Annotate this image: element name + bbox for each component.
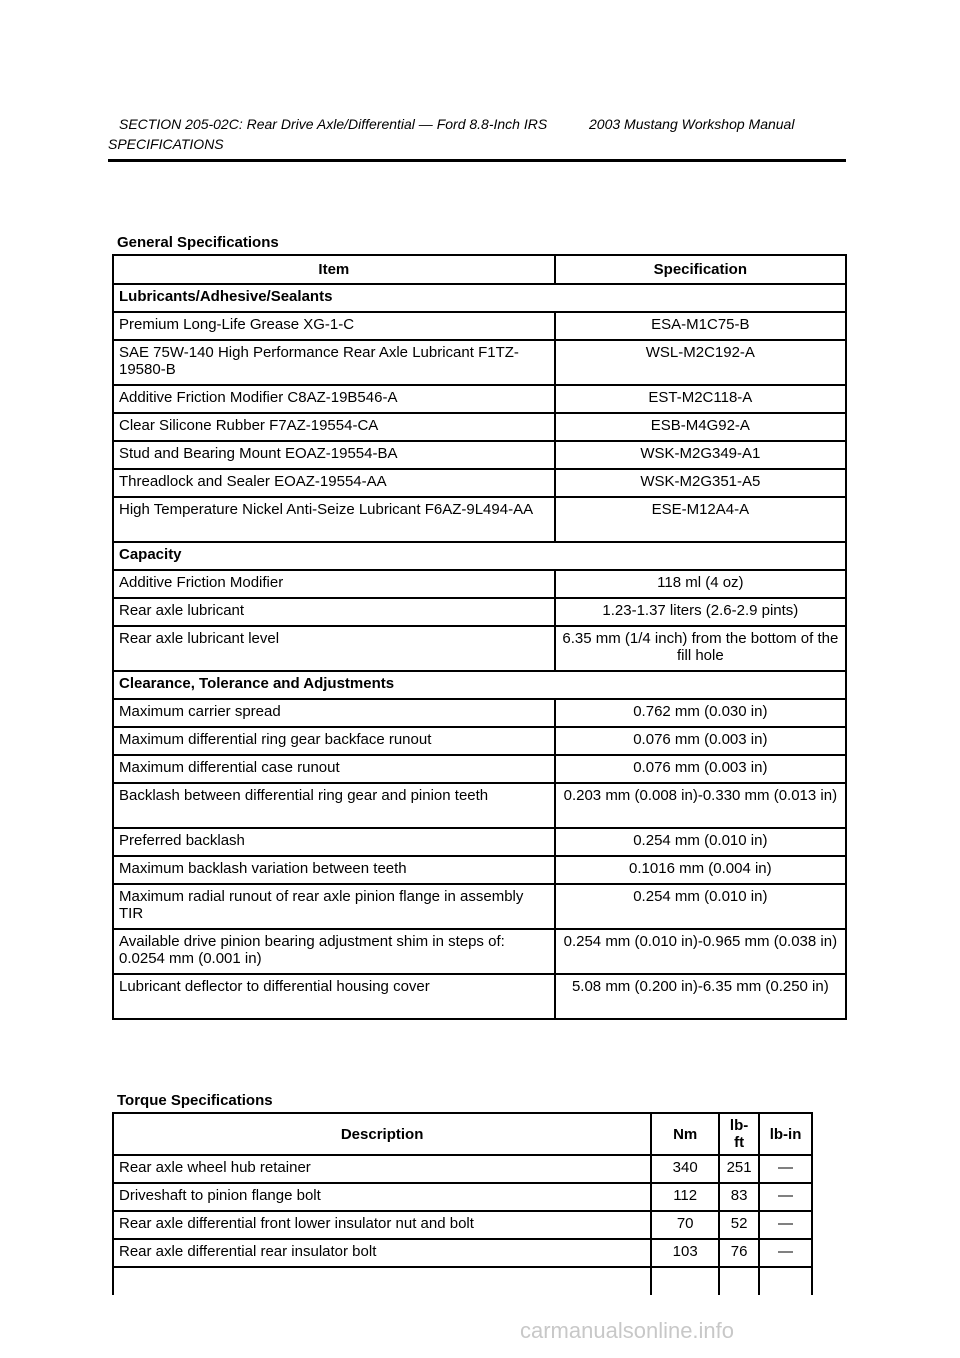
table-row — [113, 755, 846, 783]
item-cell: Preferred backlash — [113, 828, 555, 856]
item-cell: SAE 75W-140 High Performance Rear Axle Lubricant F1TZ-19580-B — [113, 340, 555, 385]
general-specifications-table — [112, 254, 847, 1020]
specification-cell: WSK-M2G351-A5 — [555, 469, 846, 497]
column-header-specification: Specification — [555, 255, 846, 284]
table-row — [113, 469, 846, 497]
table-row — [113, 856, 846, 884]
empty-cell — [719, 1267, 759, 1295]
manual-title: 2003 Mustang Workshop Manual — [589, 116, 795, 132]
lb-ft-cell: 52 — [719, 1211, 759, 1239]
item-cell: Additive Friction Modifier — [113, 570, 555, 598]
column-header-item: Item — [113, 255, 555, 284]
table-row — [113, 1239, 812, 1267]
watermark-text: carmanualsonline.info — [520, 1318, 735, 1343]
specification-cell: 0.254 mm (0.010 in) — [555, 828, 846, 856]
section-row — [113, 542, 846, 570]
table-row-continued — [113, 1267, 812, 1295]
empty-cell — [651, 1267, 719, 1295]
page-subtitle: SPECIFICATIONS — [108, 136, 224, 152]
table-row — [113, 783, 846, 828]
torque-specifications-caption: Torque Specifications — [117, 1092, 273, 1109]
specification-cell: 0.1016 mm (0.004 in) — [555, 856, 846, 884]
table-row — [113, 929, 846, 974]
section-row — [113, 284, 846, 312]
table-row — [113, 626, 846, 671]
lb-ft-cell: 76 — [719, 1239, 759, 1267]
specification-cell: 0.762 mm (0.030 in) — [555, 699, 846, 727]
specification-cell: WSK-M2G349-A1 — [555, 441, 846, 469]
specification-cell: 118 ml (4 oz) — [555, 570, 846, 598]
section-title: Lubricants/Adhesive/Sealants — [113, 284, 846, 312]
item-cell: Maximum backlash variation between teeth — [113, 856, 555, 884]
table-row — [113, 884, 846, 929]
lb-in-cell: — — [759, 1155, 812, 1183]
item-cell: Maximum differential ring gear backface runout — [113, 727, 555, 755]
lb-in-cell: — — [759, 1239, 812, 1267]
lb-ft-cell: 251 — [719, 1155, 759, 1183]
item-cell: Rear axle lubricant — [113, 598, 555, 626]
specification-cell: 0.254 mm (0.010 in) — [555, 884, 846, 929]
specification-cell: ESA-M1C75-B — [555, 312, 846, 340]
column-header-nm: Nm — [651, 1113, 719, 1155]
table-row — [113, 1211, 812, 1239]
item-cell: Threadlock and Sealer EOAZ-19554-AA — [113, 469, 555, 497]
specification-cell: 5.08 mm (0.200 in)-6.35 mm (0.250 in) — [555, 974, 846, 1019]
nm-cell: 70 — [651, 1211, 719, 1239]
item-cell: Premium Long-Life Grease XG-1-C — [113, 312, 555, 340]
item-cell: Available drive pinion bearing adjustment shim in steps of: 0.0254 mm (0.001 in) — [113, 929, 555, 974]
specification-cell: 6.35 mm (1/4 inch) from the bottom of the fill hole — [555, 626, 846, 671]
item-cell: Stud and Bearing Mount EOAZ-19554-BA — [113, 441, 555, 469]
table-row — [113, 974, 846, 1019]
section-title: SECTION 205-02C: Rear Drive Axle/Differential — Ford 8.8-Inch IRS — [119, 116, 548, 132]
header-divider — [108, 159, 846, 162]
lb-ft-cell: 83 — [719, 1183, 759, 1211]
table-row — [113, 441, 846, 469]
item-cell: Lubricant deflector to differential housing cover — [113, 974, 555, 1019]
description-cell: Driveshaft to pinion flange bolt — [113, 1183, 651, 1211]
description-cell: Rear axle differential rear insulator bolt — [113, 1239, 651, 1267]
table-row — [113, 340, 846, 385]
table-row — [113, 1183, 812, 1211]
specification-cell: 0.254 mm (0.010 in)-0.965 mm (0.038 in) — [555, 929, 846, 974]
lb-in-cell: — — [759, 1211, 812, 1239]
section-row — [113, 671, 846, 699]
item-cell: Rear axle lubricant level — [113, 626, 555, 671]
torque-specifications-body — [113, 1155, 812, 1295]
table-row — [113, 312, 846, 340]
table-row — [113, 598, 846, 626]
table-row — [113, 727, 846, 755]
section-title: Clearance, Tolerance and Adjustments — [113, 671, 846, 699]
specification-cell: 0.076 mm (0.003 in) — [555, 755, 846, 783]
table-row — [113, 413, 846, 441]
torque-specifications-table — [112, 1112, 813, 1295]
general-specifications-body — [113, 284, 846, 1019]
table-row — [113, 497, 846, 542]
column-header-lb-ft: lb-ft — [719, 1113, 759, 1155]
item-cell: Maximum radial runout of rear axle pinion flange in assembly TIR — [113, 884, 555, 929]
table-row — [113, 1155, 812, 1183]
item-cell: Maximum differential case runout — [113, 755, 555, 783]
nm-cell: 103 — [651, 1239, 719, 1267]
item-cell: High Temperature Nickel Anti-Seize Lubricant F6AZ-9L494-AA — [113, 497, 555, 542]
specification-cell: ESE-M12A4-A — [555, 497, 846, 542]
item-cell: Maximum carrier spread — [113, 699, 555, 727]
specification-cell: ESB-M4G92-A — [555, 413, 846, 441]
nm-cell: 112 — [651, 1183, 719, 1211]
item-cell: Clear Silicone Rubber F7AZ-19554-CA — [113, 413, 555, 441]
empty-cell — [759, 1267, 812, 1295]
description-cell: Rear axle differential front lower insulator nut and bolt — [113, 1211, 651, 1239]
item-cell: Backlash between differential ring gear and pinion teeth — [113, 783, 555, 828]
table-row — [113, 828, 846, 856]
nm-cell: 340 — [651, 1155, 719, 1183]
specification-cell: 0.076 mm (0.003 in) — [555, 727, 846, 755]
column-header-lb-in: lb-in — [759, 1113, 812, 1155]
lb-in-cell: — — [759, 1183, 812, 1211]
specification-cell: 0.203 mm (0.008 in)-0.330 mm (0.013 in) — [555, 783, 846, 828]
table-row — [113, 699, 846, 727]
table-row — [113, 385, 846, 413]
section-title: Capacity — [113, 542, 846, 570]
description-cell: Rear axle wheel hub retainer — [113, 1155, 651, 1183]
specification-cell: 1.23-1.37 liters (2.6-2.9 pints) — [555, 598, 846, 626]
general-specifications-caption: General Specifications — [117, 234, 279, 251]
specification-cell: EST-M2C118-A — [555, 385, 846, 413]
table-row — [113, 570, 846, 598]
empty-cell — [113, 1267, 651, 1295]
specification-cell: WSL-M2C192-A — [555, 340, 846, 385]
item-cell: Additive Friction Modifier C8AZ-19B546-A — [113, 385, 555, 413]
column-header-description: Description — [113, 1113, 651, 1155]
